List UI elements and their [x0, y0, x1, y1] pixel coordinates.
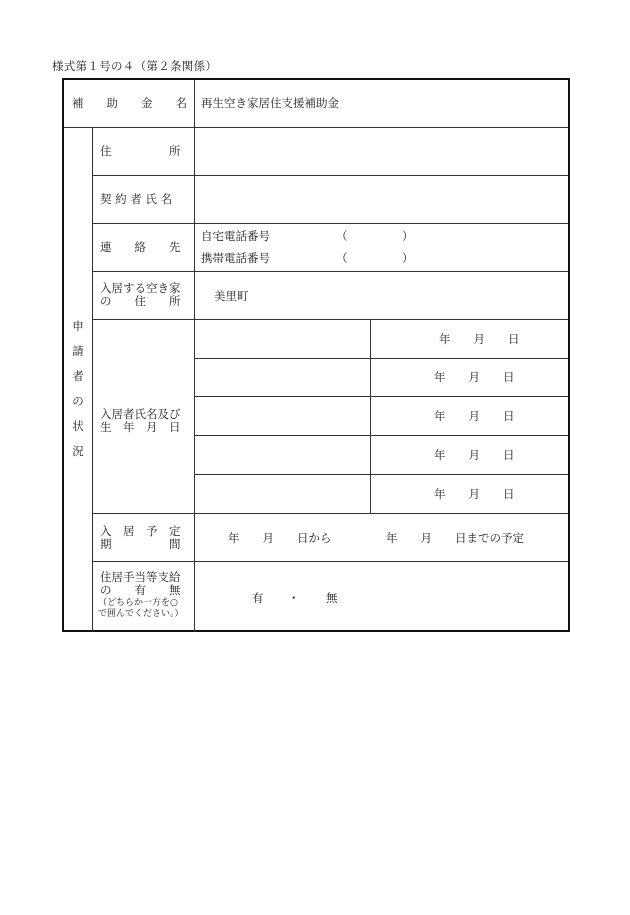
home-phone-label: 自宅電話番号: [201, 229, 270, 243]
period-to: 年 月 日までの予定: [386, 531, 524, 545]
housing-allowance-label-line2: の 有 無: [100, 583, 181, 597]
row-divider: [194, 435, 568, 436]
resident-birthdate: 年 月 日: [434, 370, 515, 384]
resident-birthdate: 年 月 日: [439, 332, 520, 346]
applicant-status-char: 状: [72, 419, 84, 433]
column-divider: [370, 319, 371, 513]
planned-period-label-line1: 入 居 予 定: [100, 524, 181, 538]
residents-label-line2: 生 年 月 日: [100, 420, 181, 434]
period-from: 年 月 日から: [228, 531, 332, 545]
subsidy-name-label: 補 助 金 名: [72, 96, 187, 110]
subsidy-name-value: 再生空き家居住支援補助金: [201, 96, 339, 110]
applicant-status-char: 者: [72, 369, 84, 383]
row-divider: [92, 513, 568, 514]
address-field[interactable]: [196, 129, 566, 173]
allowance-no-option[interactable]: 無: [326, 591, 338, 605]
mobile-phone-paren-close: ）: [402, 251, 414, 265]
row-divider: [194, 396, 568, 397]
applicant-status-char: の: [72, 394, 84, 408]
applicant-status-label: [64, 320, 92, 458]
row-divider: [92, 271, 568, 272]
column-divider: [194, 80, 195, 127]
allowance-separator: ・: [288, 591, 300, 605]
housing-allowance-label-line1: 住居手当等支給: [100, 570, 181, 584]
resident-name-field[interactable]: [196, 398, 368, 433]
housing-allowance-note-line1: （どちらか一方を○: [98, 598, 178, 608]
resident-name-field[interactable]: [196, 360, 368, 394]
applicant-status-char: 請: [72, 344, 84, 358]
row-divider: [92, 223, 568, 224]
resident-birthdate: 年 月 日: [434, 487, 515, 501]
allowance-yes-option[interactable]: 有: [252, 591, 264, 605]
row-divider: [92, 319, 568, 320]
planned-period-label-line2: 期 間: [100, 537, 181, 551]
contractor-name-field[interactable]: [196, 177, 566, 221]
row-divider: [194, 474, 568, 475]
contact-label: 連 絡 先: [100, 240, 181, 254]
resident-name-field[interactable]: [196, 476, 368, 511]
housing-allowance-note-line2: で囲んでください。）: [98, 609, 184, 619]
resident-name-field[interactable]: [196, 437, 368, 472]
resident-name-field[interactable]: [196, 321, 368, 356]
applicant-status-char: 申: [72, 319, 84, 333]
column-divider: [194, 127, 195, 632]
resident-birthdate: 年 月 日: [434, 448, 515, 462]
residents-label-line1: 入居者氏名及び: [100, 407, 181, 421]
column-divider: [92, 127, 93, 632]
row-divider: [194, 358, 568, 359]
contractor-name-label: 契 約 者 氏 名: [100, 192, 173, 206]
form-number: 様式第１号の４（第２条関係）: [52, 59, 218, 73]
mobile-phone-paren-open: （: [336, 251, 348, 265]
row-divider: [92, 561, 568, 562]
resident-birthdate: 年 月 日: [434, 409, 515, 423]
row-divider: [92, 175, 568, 176]
row-divider: [64, 127, 568, 128]
applicant-status-char: 況: [72, 444, 84, 458]
vacant-house-address-label-line2: の 住 所: [100, 294, 181, 308]
home-phone-paren-open: （: [336, 229, 348, 243]
address-label: 住 所: [100, 144, 181, 158]
mobile-phone-label: 携帯電話番号: [201, 251, 270, 265]
vacant-house-address-label-line1: 入居する空き家: [100, 281, 181, 295]
home-phone-paren-close: ）: [402, 229, 414, 243]
vacant-house-address-value: 美里町: [214, 289, 249, 303]
application-form-table: [62, 78, 570, 632]
